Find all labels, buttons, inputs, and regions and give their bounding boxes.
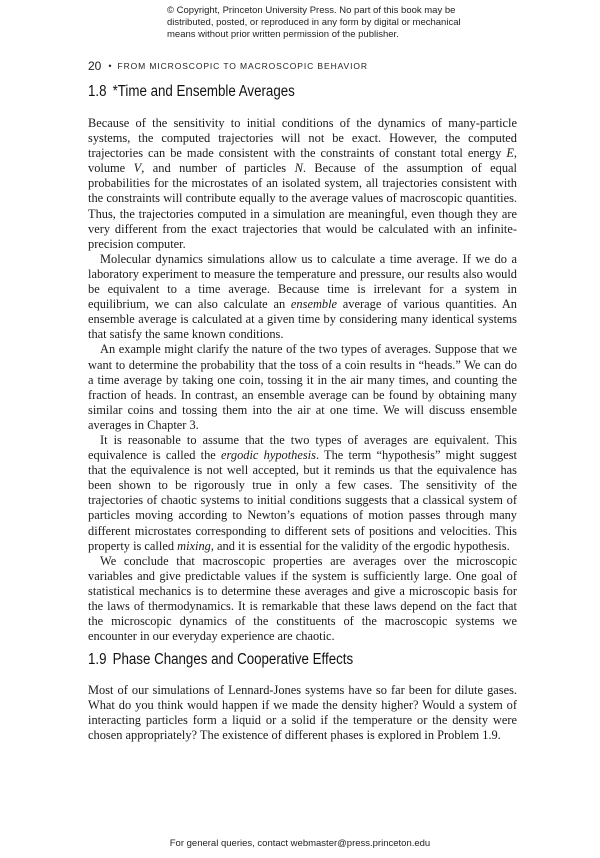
copyright-line-3: means without prior written permission of the publisher. <box>167 29 399 40</box>
page-number: 20 <box>88 58 102 73</box>
paragraph: Most of our simulations of Lennard-Jones systems have so far been for dilute gases. What do you think would happen if we made the density higher? Would a system of interacting particles form a liquid or a solid if the temperature or the density were chosen appropriately? The existence of different phases is explored in Problem 1.9. <box>88 683 517 743</box>
footer-contact: For general queries, contact webmaster@press.princeton.edu <box>169 838 431 849</box>
copyright-line-2: distributed, posted, or reproduced in any form by digital or mechanical <box>167 17 461 28</box>
copyright-line-1: © Copyright, Princeton University Press. No part of this book may be <box>167 5 456 16</box>
bullet-separator: • <box>108 60 112 71</box>
paragraph: An example might clarify the nature of the two types of averages. Suppose that we want to determine the probability that the toss of a coin results in “heads.” We can do a time average by taking one coin, tossing it in the air many times, and counting the fraction of heads. In contrast, an ensemble average can be found by obtaining many similar coins and tossing them into the air at one time. We will discuss ensemble averages in Chapter 3. <box>88 342 517 432</box>
section-number: 1.8 <box>88 83 107 100</box>
section-body-1-9 <box>88 683 517 743</box>
paragraph: Molecular dynamics simulations allow us to calculate a time average. If we do a laboratory experiment to measure the temperature and pressure, our results also would be equivalent to a time average. Because time is irrelevant for a system in equilibrium, we can also calculate an ensemble average of various quantities. An ensemble average is calculated at a given time by considering many identical systems that satisfy the same known conditions. <box>88 251 517 342</box>
section-title: *Time and Ensemble Averages <box>112 83 295 100</box>
copyright-notice <box>167 5 467 41</box>
running-head <box>88 57 368 71</box>
paragraph: We conclude that macroscopic properties are averages over the microscopic variables and give predictable values if the system is sufficiently large. One goal of statistical mechanics is to determine these averages and give a microscopic basis for the laws of thermodynamics. It is remarkable that these laws depend on the fact that the microscopic dynamics of the constituents of the macroscopic systems we encounter in our everyday experience are chaotic. <box>88 553 517 644</box>
chapter-title: FROM MICROSCOPIC TO MACROSCOPIC BEHAVIOR <box>117 60 368 71</box>
section-title: Phase Changes and Cooperative Effects <box>112 651 354 668</box>
paragraph: It is reasonable to assume that the two types of averages are equivalent. This equivalence is called the ergodic hypothesis. The term “hypothesis” might suggest that the equivalence is not well accepted, but it reminds us that the equivalence has been shown to be rigorously true in only a few cases. The sensitivity of the trajectories of chaotic systems to initial conditions suggests that a classical system of particles moving according to Newton’s equations of motion passes through many different microstates corresponding to different sets of positions and velocities. This property is called mixing, and it is essential for the validity of the ergodic hypothesis. <box>88 432 517 553</box>
paragraph: Because of the sensitivity to initial conditions of the dynamics of many-particle systems, the computed trajectories will not be exact. However, the computed trajectories can be made consistent with the constraints of constant total energy E, volume V, and number of particles N. Because of the assumption of equal probabilities for the microstates of an isolated system, all trajectories consistent with the constraints will contribute equally to the average values of macroscopic quantities. Thus, the trajectories computed in a simulation are meaningful, even though they are very different from the exact trajectories that would be calculated with an infinite-precision computer. <box>88 116 518 251</box>
section-heading-1-9 <box>88 651 466 669</box>
section-body-1-8 <box>88 116 517 644</box>
section-heading-1-8 <box>88 83 466 101</box>
section-number: 1.9 <box>88 651 107 668</box>
